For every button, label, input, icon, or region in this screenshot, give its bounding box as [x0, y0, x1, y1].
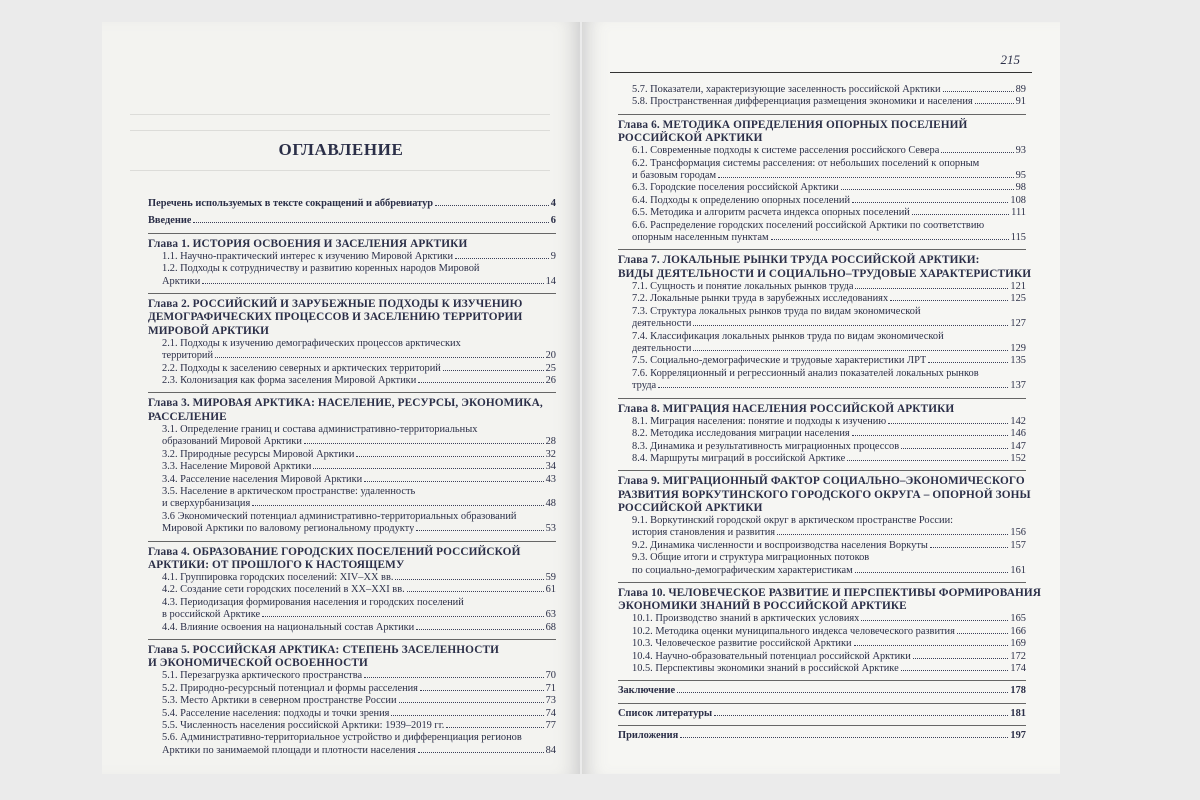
toc-entry-3-5[interactable]: 3.5. Население в арктическом пространстве: удаленность	[162, 485, 416, 497]
chapter-2-heading-line2: ДЕМОГРАФИЧЕСКИХ ПРОЦЕССОВ И ЗАСЕЛЕНИЮ ТЕРРИТОРИИ	[148, 311, 523, 324]
chapter-1-heading[interactable]: Глава 1. ИСТОРИЯ ОСВОЕНИЯ И ЗАСЕЛЕНИЯ АРКТИКИ	[148, 237, 468, 250]
toc-entry-4-4[interactable]: 4.4. Влияние освоения на национальный состав Арктики 68	[162, 621, 556, 633]
toc-entry-5-6-cont: Арктики по занимаемой площади и плотности населения 84	[162, 744, 556, 756]
toc-entry-1-1[interactable]: 1.1. Научно-практический интерес к изучению Мировой Арктики 9	[162, 251, 556, 263]
toc-entry-4-3-cont: в российской Арктике 63	[162, 609, 556, 621]
header-rule	[610, 72, 1032, 73]
toc-entry-3-6[interactable]: 3.6 Экономический потенциал административно-территориальных образований	[162, 510, 517, 522]
toc-entry-9-2[interactable]: 9.2. Динамика численности и воспроизводства населения Воркуты 157	[632, 539, 1026, 551]
toc-entry-9-1-cont: история становления и развития 156	[632, 527, 1026, 539]
toc-entry-4-2[interactable]: 4.2. Создание сети городских поселений в XX–XXI вв. 61	[162, 584, 556, 596]
toc-entry-7-3-cont: деятельности 127	[632, 318, 1026, 330]
toc-entry-7-1[interactable]: 7.1. Сущность и понятие локальных рынков труда 121	[632, 280, 1026, 292]
toc-entry-2-1[interactable]: 2.1. Подходы к изучению демографических процессов арктических	[162, 337, 461, 349]
chapter-6-heading-line2: РОССИЙСКОЙ АРКТИКИ	[618, 132, 763, 145]
toc-entry-7-4[interactable]: 7.4. Классификация локальных рынков труда по видам экономической	[632, 330, 944, 342]
toc-entry-5-2[interactable]: 5.2. Природно-ресурсный потенциал и формы расселения 71	[162, 682, 556, 694]
toc-entry-10-3[interactable]: 10.3. Человеческое развитие российской Арктики 169	[632, 638, 1026, 650]
chapter-9-heading-line2: РАЗВИТИЯ ВОРКУТИНСКОГО ГОРОДСКОГО ОКРУГА – ОПОРНОЙ ЗОНЫ	[618, 488, 1031, 501]
toc-entry-5-7[interactable]: 5.7. Показатели, характеризующие заселенность российской Арктики 89	[632, 84, 1026, 95]
toc-entry-6-1[interactable]: 6.1. Современные подходы к системе расселения российского Севера 93	[632, 145, 1026, 157]
toc-entry-appendices[interactable]: Приложения 197	[618, 730, 1026, 742]
chapter-8-heading[interactable]: Глава 8. МИГРАЦИЯ НАСЕЛЕНИЯ РОССИЙСКОЙ АРКТИКИ	[618, 402, 955, 415]
toc-entry-7-6-cont: труда 137	[632, 380, 1026, 392]
toc-entry-4-3[interactable]: 4.3. Периодизация формирования населения и городских поселений	[162, 596, 464, 608]
toc-entry-7-2[interactable]: 7.2. Локальные рынки труда в зарубежных исследованиях 125	[632, 293, 1026, 305]
chapter-3-heading-line2: РАССЕЛЕНИЕ	[148, 410, 227, 423]
toc-entry-2-2[interactable]: 2.2. Подходы к заселению северных и арктических территорий 25	[162, 362, 556, 374]
toc-entry-3-1[interactable]: 3.1. Определение границ и состава административно-территориальных	[162, 423, 478, 435]
toc-entry-9-3-cont: по социально-демографическим характеристикам 161	[632, 564, 1026, 576]
chapter-6-heading-line1[interactable]: Глава 6. МЕТОДИКА ОПРЕДЕЛЕНИЯ ОПОРНЫХ ПОСЕЛЕНИЙ	[618, 118, 968, 131]
toc-entry-6-6-cont: опорным населенным пунктам 115	[632, 232, 1026, 244]
left-page	[102, 22, 580, 774]
toc-entry-3-3[interactable]: 3.3. Население Мировой Арктики 34	[162, 461, 556, 473]
toc-entry-7-4-cont: деятельности 129	[632, 342, 1026, 354]
toc-entry-conclusion[interactable]: Заключение 178	[618, 685, 1026, 697]
toc-entry-3-2[interactable]: 3.2. Природные ресурсы Мировой Арктики 32	[162, 448, 556, 460]
chapter-10-heading-line1[interactable]: Глава 10. ЧЕЛОВЕЧЕСКОЕ РАЗВИТИЕ И ПЕРСПЕКТИВЫ ФОРМИРОВАНИЯ	[618, 587, 1042, 599]
toc-entry-10-2[interactable]: 10.2. Методика оценки муниципального индекса человеческого развития 166	[632, 625, 1026, 637]
toc-entry-5-3[interactable]: 5.3. Место Арктики в северном пространстве России 73	[162, 695, 556, 707]
chapter-7-heading-line1[interactable]: Глава 7. ЛОКАЛЬНЫЕ РЫНКИ ТРУДА РОССИЙСКОЙ АРКТИКИ:	[618, 254, 980, 267]
chapter-4-heading-line2: АРКТИКИ: ОТ ПРОШЛОГО К НАСТОЯЩЕМУ	[148, 558, 405, 571]
toc-entry-3-5-cont: и сверхурбанизация 48	[162, 498, 556, 510]
toc-entry-7-5[interactable]: 7.5. Социально-демографические и трудовые характеристики ЛРТ 135	[632, 355, 1026, 367]
toc-entry-introduction[interactable]: Введение 6	[148, 215, 556, 227]
toc-entry-1-2-cont: Арктики 14	[162, 275, 556, 287]
chapter-10-heading-line2: ЭКОНОМИКИ ЗНАНИЙ В РОССИЙСКОЙ АРКТИКЕ	[618, 600, 907, 613]
toc-entry-3-1-cont: образований Мировой Арктики 28	[162, 436, 556, 448]
toc-entry-1-2[interactable]: 1.2. Подходы к сотрудничеству и развитию коренных народов Мировой	[162, 263, 480, 275]
bleed-through-table	[130, 58, 550, 178]
toc-title: ОГЛАВЛЕНИЕ	[278, 140, 404, 159]
toc-entry-2-3[interactable]: 2.3. Колонизация как форма заселения Мировой Арктики 26	[162, 375, 556, 387]
toc-entry-6-2[interactable]: 6.2. Трансформация системы расселения: от небольших поселений к опорным	[632, 157, 980, 169]
chapter-9-heading-line1[interactable]: Глава 9. МИГРАЦИОННЫЙ ФАКТОР СОЦИАЛЬНО–ЭКОНОМИЧЕСКОГО	[618, 475, 1025, 488]
toc-entry-7-6[interactable]: 7.6. Корреляционный и регрессионный анализ показателей локальных рынков	[632, 367, 979, 379]
toc-entry-10-4[interactable]: 10.4. Научно-образовательный потенциал российской Арктики 172	[632, 650, 1026, 662]
toc-right	[618, 84, 1042, 743]
toc-entry-6-3[interactable]: 6.3. Городские поселения российской Арктики 98	[632, 182, 1026, 194]
chapter-3-heading-line1[interactable]: Глава 3. МИРОВАЯ АРКТИКА: НАСЕЛЕНИЕ, РЕСУРСЫ, ЭКОНОМИКА,	[148, 397, 543, 410]
chapter-4-heading-line1[interactable]: Глава 4. ОБРАЗОВАНИЕ ГОРОДСКИХ ПОСЕЛЕНИЙ РОССИЙСКОЙ	[148, 545, 521, 558]
toc-entry-10-1[interactable]: 10.1. Производство знаний в арктических условиях 165	[632, 613, 1026, 625]
page-number: 215	[1000, 52, 1020, 67]
toc-entry-10-5[interactable]: 10.5. Перспективы экономики знаний в российской Арктике 174	[632, 663, 1026, 675]
toc-entry-8-3[interactable]: 8.3. Динамика и результативность миграционных процессов 147	[632, 440, 1026, 452]
toc-entry-7-3[interactable]: 7.3. Структура локальных рынков труда по видам экономической	[632, 305, 921, 317]
right-page	[582, 22, 1060, 774]
toc-entry-3-6-cont: Мировой Арктики по валовому региональному продукту 53	[162, 523, 556, 535]
toc-entry-5-5[interactable]: 5.5. Численность населения российской Арктики: 1939–2019 гг. 77	[162, 720, 556, 731]
toc-entry-8-2[interactable]: 8.2. Методика исследования миграции населения 146	[632, 428, 1026, 440]
toc-entry-5-4[interactable]: 5.4. Расселение населения: подходы и точки зрения 74	[162, 707, 556, 719]
toc-entry-6-2-cont: и базовым городам 95	[632, 170, 1026, 182]
chapter-5-heading-line2: И ЭКОНОМИЧЕСКОЙ ОСВОЕННОСТИ	[148, 657, 368, 670]
toc-entry-references[interactable]: Список литературы 181	[618, 707, 1026, 719]
toc-entry-3-4[interactable]: 3.4. Расселение населения Мировой Арктики 43	[162, 473, 556, 485]
chapter-2-heading-line3: МИРОВОЙ АРКТИКИ	[148, 324, 270, 337]
toc-entry-8-1[interactable]: 8.1. Миграция населения: понятие и подходы к изучению 142	[632, 415, 1026, 427]
toc-entry-9-3[interactable]: 9.3. Общие итоги и структура миграционных потоков	[632, 552, 870, 564]
toc-entry-6-5[interactable]: 6.5. Методика и алгоритм расчета индекса опорных поселений 111	[632, 207, 1026, 219]
toc-entry-5-6[interactable]: 5.6. Административно-территориальное устройство и дифференциация регионов	[162, 732, 522, 744]
toc-entry-5-1[interactable]: 5.1. Перезагрузка арктического пространства 70	[162, 670, 556, 682]
toc-entry-2-1-cont: территорий 20	[162, 350, 556, 362]
chapter-5-heading-line1[interactable]: Глава 5. РОССИЙСКАЯ АРКТИКА: СТЕПЕНЬ ЗАСЕЛЕННОСТИ	[148, 643, 499, 656]
toc-entry-8-4[interactable]: 8.4. Маршруты миграций в российской Арктике 152	[632, 452, 1026, 464]
toc-entry-5-8[interactable]: 5.8. Пространственная дифференциация размещения экономики и населения 91	[632, 96, 1026, 108]
chapter-2-heading-line1[interactable]: Глава 2. РОССИЙСКИЙ И ЗАРУБЕЖНЫЕ ПОДХОДЫ К ИЗУЧЕНИЮ	[148, 298, 523, 311]
toc-entry-9-1[interactable]: 9.1. Воркутинский городской округ в арктическом пространстве России:	[632, 514, 954, 526]
toc-entry-abbreviations[interactable]: Перечень используемых в тексте сокращений и аббревиатур 4	[148, 198, 556, 209]
toc-entry-4-1[interactable]: 4.1. Группировка городских поселений: XIV–XX вв. 59	[162, 571, 556, 583]
chapter-7-heading-line2: ВИДЫ ДЕЯТЕЛЬНОСТИ И СОЦИАЛЬНО–ТРУДОВЫЕ ХАРАКТЕРИСТИКИ	[618, 267, 1032, 280]
toc-left	[148, 198, 556, 757]
toc-entry-6-4[interactable]: 6.4. Подходы к определению опорных поселений 108	[632, 194, 1026, 206]
chapter-9-heading-line3: РОССИЙСКОЙ АРКТИКИ	[618, 501, 763, 514]
toc-entry-6-6[interactable]: 6.6. Распределение городских поселений российской Арктики по соответствию	[632, 219, 985, 231]
